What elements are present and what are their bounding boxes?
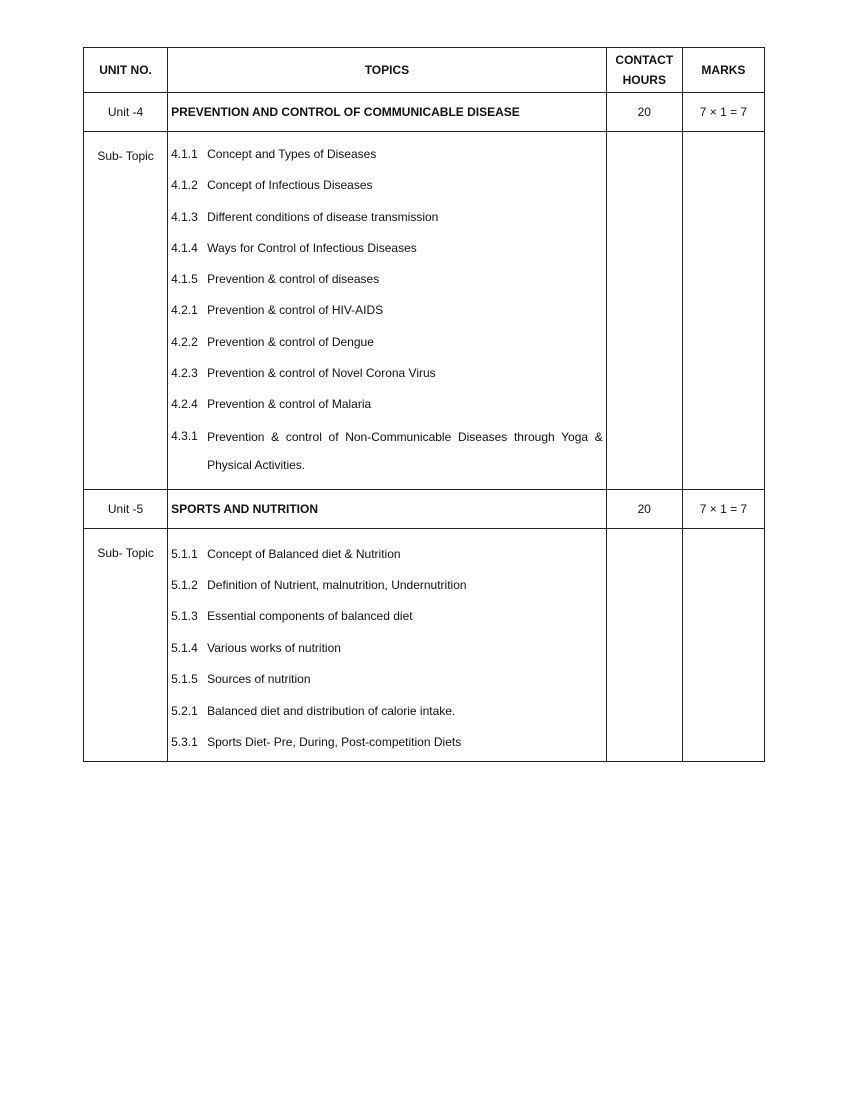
list-item bbox=[171, 334, 603, 351]
contact-hours-header-text: CONTACT HOURS bbox=[615, 53, 674, 87]
subtopic-marks-cell bbox=[682, 528, 764, 761]
unit-title: SPORTS AND NUTRITION bbox=[168, 489, 607, 528]
topic-text: Sports Diet- Pre, During, Post-competition Diets bbox=[207, 735, 462, 750]
topic-number: 4.2.2 bbox=[171, 334, 198, 349]
subtopic-cell bbox=[168, 132, 607, 490]
table-header-row bbox=[84, 48, 765, 93]
unit-no-header: UNIT NO. bbox=[84, 48, 168, 93]
unit-row-4 bbox=[84, 93, 765, 132]
list-item bbox=[171, 608, 603, 625]
topic-text: Various works of nutrition bbox=[207, 640, 341, 655]
list-item bbox=[171, 577, 603, 594]
topic-number: 5.1.2 bbox=[171, 578, 198, 593]
topic-number: 4.1.5 bbox=[171, 272, 198, 287]
subtopic-marks-cell bbox=[682, 132, 764, 490]
marks-header: MARKS bbox=[682, 48, 764, 93]
topic-text: Balanced diet and distribution of calorie intake. bbox=[207, 703, 456, 718]
topic-text: Ways for Control of Infectious Diseases bbox=[207, 240, 417, 255]
topic-number: 5.3.1 bbox=[171, 735, 198, 750]
topic-text: Prevention & control of Novel Corona Virus bbox=[207, 366, 436, 381]
topic-number: 5.2.1 bbox=[171, 703, 198, 718]
list-item bbox=[171, 302, 603, 319]
list-item bbox=[171, 396, 603, 413]
list-item bbox=[171, 428, 603, 479]
topic-number: 4.1.1 bbox=[171, 147, 198, 161]
subtopic-hours-cell bbox=[606, 132, 682, 490]
sub-topic-label: Sub- Topic bbox=[84, 132, 168, 490]
topic-number: 5.1.1 bbox=[171, 546, 198, 561]
topic-number: 4.1.4 bbox=[171, 240, 198, 255]
list-item bbox=[171, 734, 603, 751]
contact-hours-header bbox=[606, 48, 682, 93]
topic-text: Definition of Nutrient, malnutrition, Undernutrition bbox=[207, 578, 467, 593]
list-item bbox=[171, 240, 603, 257]
unit-row-5 bbox=[84, 489, 765, 528]
topic-number: 5.1.5 bbox=[171, 672, 198, 687]
unit-contact-hours: 20 bbox=[606, 93, 682, 132]
topic-number: 4.1.3 bbox=[171, 209, 198, 224]
unit-title: PREVENTION AND CONTROL OF COMMUNICABLE DISEASE bbox=[168, 93, 607, 132]
topic-text: Essential components of balanced diet bbox=[207, 609, 413, 624]
list-item bbox=[171, 546, 603, 563]
unit-marks: 7 × 1 = 7 bbox=[682, 93, 764, 132]
topic-list bbox=[168, 132, 606, 489]
topic-number: 4.1.2 bbox=[171, 178, 198, 193]
list-item bbox=[171, 209, 603, 226]
unit-contact-hours: 20 bbox=[606, 489, 682, 528]
topic-number: 5.1.3 bbox=[171, 609, 198, 624]
topic-text: Sources of nutrition bbox=[207, 672, 311, 687]
topic-text: Concept and Types of Diseases bbox=[207, 147, 377, 161]
topic-text: Concept of Balanced diet & Nutrition bbox=[207, 546, 401, 561]
topic-text: Prevention & control of HIV-AIDS bbox=[207, 303, 384, 318]
list-item bbox=[171, 671, 603, 688]
topic-text: Prevention & control of Non-Communicable Diseases through Yoga & Physical Activities. bbox=[207, 429, 603, 472]
topic-number: 4.2.3 bbox=[171, 366, 198, 381]
topic-number: 5.1.4 bbox=[171, 640, 198, 655]
topic-text: Prevention & control of diseases bbox=[207, 272, 380, 287]
unit-number: Unit -5 bbox=[84, 489, 168, 528]
subtopic-cell bbox=[168, 528, 607, 761]
subtopic-row-5 bbox=[84, 528, 765, 761]
list-item bbox=[171, 146, 603, 163]
subtopic-hours-cell bbox=[606, 528, 682, 761]
sub-topic-label: Sub- Topic bbox=[84, 528, 168, 761]
topic-number: 4.2.1 bbox=[171, 303, 198, 318]
topic-text: Prevention & control of Dengue bbox=[207, 334, 374, 349]
topics-header: TOPICS bbox=[168, 48, 607, 93]
list-item bbox=[171, 703, 603, 720]
topic-text: Prevention & control of Malaria bbox=[207, 397, 372, 412]
unit-number: Unit -4 bbox=[84, 93, 168, 132]
syllabus-table bbox=[83, 47, 765, 762]
list-item bbox=[171, 365, 603, 382]
list-item bbox=[171, 271, 603, 288]
list-item bbox=[171, 640, 603, 657]
topic-text: Different conditions of disease transmission bbox=[207, 209, 439, 224]
topic-number: 4.2.4 bbox=[171, 397, 198, 412]
subtopic-row-4 bbox=[84, 132, 765, 490]
list-item bbox=[171, 177, 603, 194]
unit-marks: 7 × 1 = 7 bbox=[682, 489, 764, 528]
topic-list bbox=[168, 529, 606, 761]
topic-text: Concept of Infectious Diseases bbox=[207, 178, 373, 193]
topic-number: 4.3.1 bbox=[171, 428, 198, 443]
